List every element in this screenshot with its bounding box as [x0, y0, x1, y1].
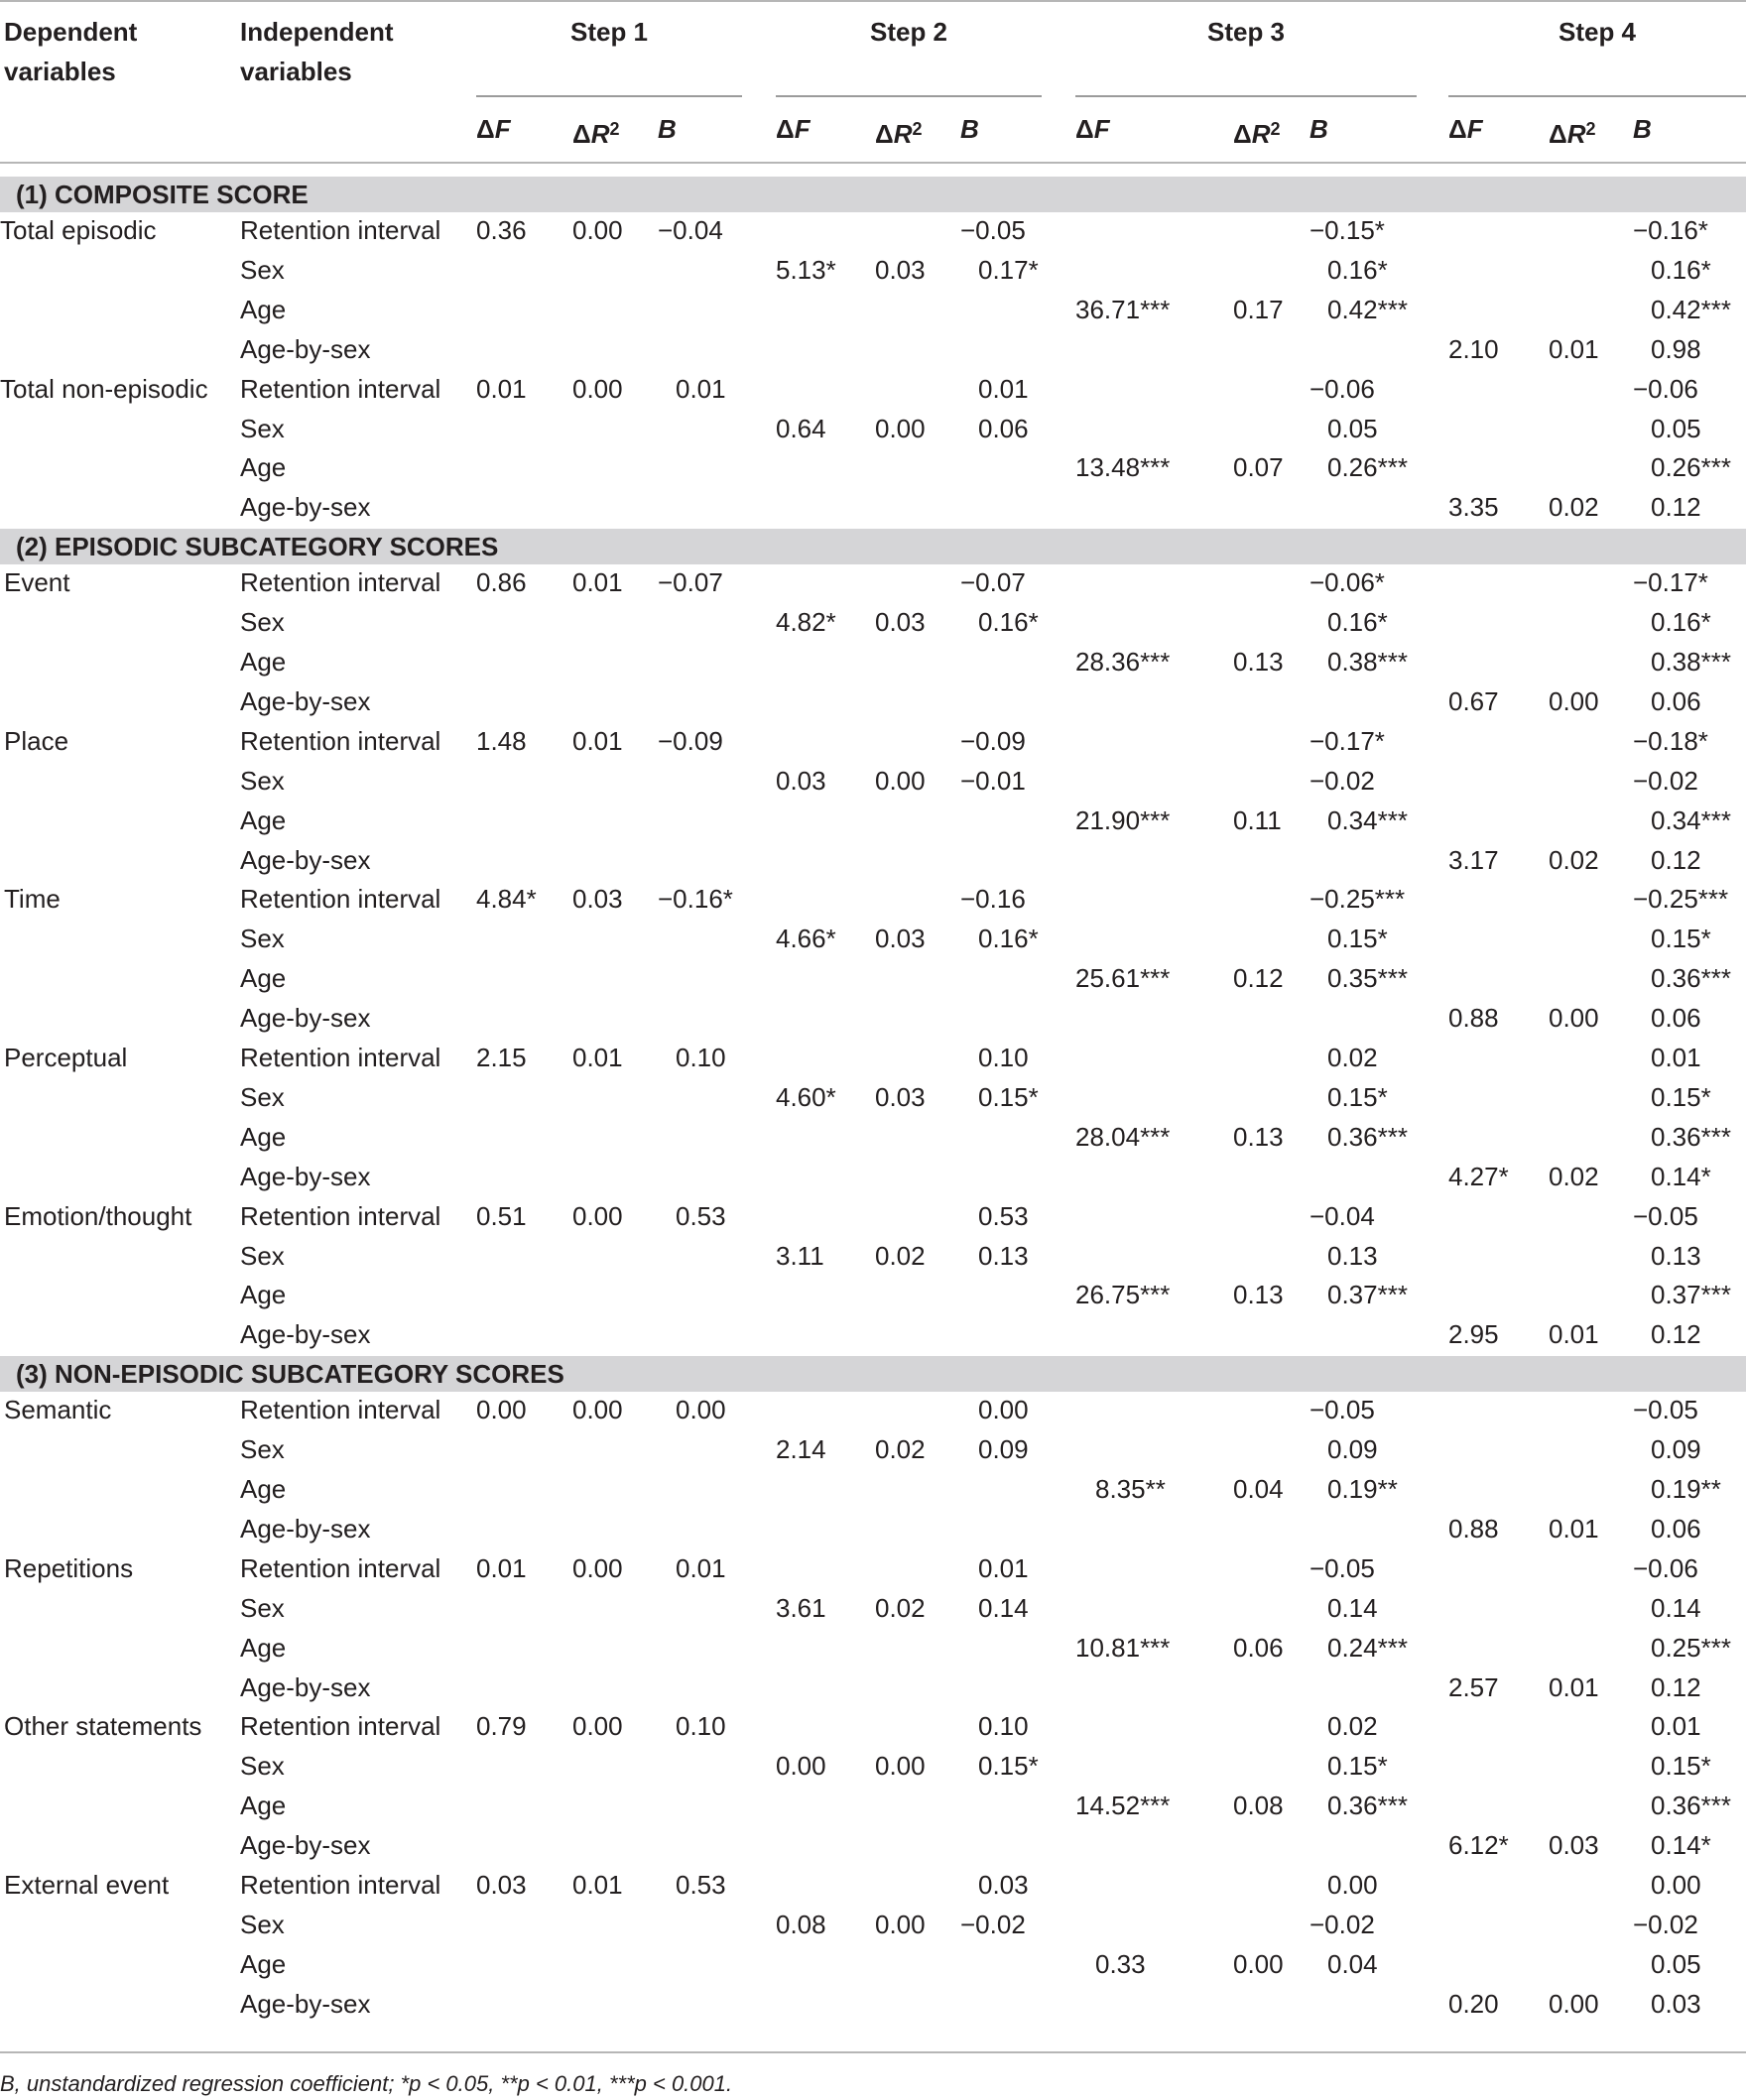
table-cell: 0.26*** [1651, 452, 1731, 483]
table-cell: 0.01 [572, 1043, 623, 1072]
table-cell: 0.00 [1651, 1870, 1701, 1900]
table-cell: 0.01 [978, 1552, 1029, 1583]
step-header-4: Step 4 [1558, 17, 1637, 47]
dependent-variable: Total non-episodic [0, 373, 208, 404]
table-cell: 0.00 [875, 413, 926, 443]
table-cell: 0.88 [1448, 1513, 1499, 1544]
table-cell: 0.01 [676, 1552, 726, 1583]
table-cell: 0.12 [1233, 963, 1284, 994]
table-cell: 0.16* [1327, 254, 1388, 285]
table-cell: 0.08 [1233, 1791, 1284, 1821]
table-cell: 0.14* [1651, 1830, 1711, 1861]
bottom-rule [0, 2051, 1746, 2053]
table-cell: 0.04 [1327, 1948, 1378, 1979]
table-cell: 0.12 [1651, 1671, 1701, 1702]
table-cell: 0.15* [1327, 1751, 1388, 1782]
dependent-variable: Time [4, 884, 61, 915]
table-cell: 0.33 [1095, 1948, 1146, 1979]
table-cell: −0.16* [658, 884, 733, 915]
table-cell: 3.17 [1448, 844, 1499, 875]
subheader-delta-f-step1: ΔF [476, 114, 511, 144]
table-cell: 0.02 [875, 1434, 926, 1465]
table-cell: 0.02 [875, 1592, 926, 1623]
table-cell: 0.26*** [1327, 452, 1408, 483]
table-cell: 0.01 [572, 567, 623, 598]
table-cell: 0.10 [978, 1043, 1029, 1072]
independent-variable: Age-by-sex [240, 492, 371, 523]
table-cell: 0.34*** [1651, 804, 1731, 835]
step-underline-2 [776, 95, 1042, 97]
table-cell: 5.13* [776, 254, 836, 285]
table-cell: 0.03 [978, 1870, 1029, 1900]
table-cell: 0.02 [1549, 492, 1599, 523]
dependent-variable: Other statements [4, 1711, 202, 1742]
table-cell: 14.52*** [1075, 1791, 1171, 1821]
table-cell: 0.36*** [1651, 1121, 1731, 1152]
table-cell: 0.09 [1651, 1434, 1701, 1465]
dependent-variable: Perceptual [4, 1043, 128, 1072]
table-cell: 0.10 [676, 1043, 726, 1072]
independent-variable: Age-by-sex [240, 1988, 371, 2019]
table-cell: 0.12 [1651, 492, 1701, 523]
step-header-1: Step 1 [569, 17, 649, 47]
table-cell: 0.00 [572, 1395, 623, 1425]
step-underline-1 [476, 95, 742, 97]
table-cell: −0.05 [1310, 1552, 1375, 1583]
independent-variable: Age-by-sex [240, 333, 371, 364]
table-cell: 0.02 [875, 1240, 926, 1271]
table-cell: 2.10 [1448, 333, 1499, 364]
top-rule [0, 0, 1746, 2]
table-cell: 4.60* [776, 1081, 836, 1112]
table-cell: 2.15 [476, 1043, 527, 1072]
table-cell: 25.61*** [1075, 963, 1171, 994]
table-cell: −0.05 [1633, 1200, 1698, 1231]
independent-variable: Sex [240, 1434, 285, 1465]
independent-variable: Retention interval [240, 884, 441, 915]
table-cell: 4.66* [776, 924, 836, 954]
table-cell: −0.06 [1310, 373, 1375, 404]
independent-variable: Age [240, 804, 287, 835]
table-cell: 0.10 [676, 1711, 726, 1742]
independent-variable: Age-by-sex [240, 1003, 371, 1034]
table-cell: −0.02 [1310, 1909, 1375, 1939]
table-cell: 4.84* [476, 884, 537, 915]
dependent-variable: Total episodic [0, 215, 157, 245]
table-cell: 0.07 [1233, 452, 1284, 483]
table-cell: 0.19** [1327, 1474, 1398, 1504]
section-header: (2) EPISODIC SUBCATEGORY SCORES [0, 529, 1746, 564]
subheader-b-coef-step4: B [1633, 114, 1652, 144]
table-cell: 0.00 [476, 1395, 527, 1425]
table-cell: 0.03 [476, 1870, 527, 1900]
table-cell: 0.25*** [1651, 1632, 1731, 1663]
table-cell: −0.17* [1310, 725, 1385, 756]
independent-variable: Age [240, 1121, 287, 1152]
table-cell: 4.82* [776, 607, 836, 638]
dependent-variable: Place [4, 725, 69, 756]
table-cell: 0.10 [978, 1711, 1029, 1742]
table-cell: 0.00 [1549, 1003, 1599, 1034]
subheader-delta-r2-step4: $\Delta R^2$ [1549, 119, 1596, 149]
header-rule [0, 162, 1746, 164]
table-cell: 0.15* [978, 1751, 1039, 1782]
step-header-3: Step 3 [1206, 17, 1286, 47]
table-cell: 0.01 [978, 373, 1029, 404]
table-cell: 0.42*** [1327, 294, 1408, 324]
table-cell: 0.03 [776, 765, 826, 796]
table-cell: 0.88 [1448, 1003, 1499, 1034]
table-cell: −0.04 [658, 215, 723, 245]
table-cell: 0.13 [1327, 1240, 1378, 1271]
table-cell: 0.16* [1327, 607, 1388, 638]
independent-variable: Age [240, 452, 287, 483]
table-cell: 28.36*** [1075, 647, 1171, 677]
table-cell: 0.17 [1233, 294, 1284, 324]
independent-variable: Retention interval [240, 1711, 441, 1742]
table-cell: 0.01 [476, 1552, 527, 1583]
independent-variable: Sex [240, 413, 285, 443]
table-cell: 0.01 [572, 725, 623, 756]
table-cell: 0.53 [978, 1200, 1029, 1231]
table-cell: 0.67 [1448, 685, 1499, 716]
table-cell: 0.16* [978, 607, 1039, 638]
table-cell: 0.16* [978, 924, 1039, 954]
independent-variable: Age [240, 294, 287, 324]
independent-variable: Sex [240, 1081, 285, 1112]
table-cell: 0.01 [1549, 1319, 1599, 1350]
independent-variable: Retention interval [240, 215, 441, 245]
table-cell: −0.16* [1633, 215, 1708, 245]
table-cell: 0.53 [676, 1870, 726, 1900]
table-cell: −0.15* [1310, 215, 1385, 245]
subheader-delta-r2-step3: $\Delta R^2$ [1233, 119, 1281, 149]
table-cell: 0.00 [776, 1751, 826, 1782]
table-cell: 0.03 [875, 1081, 926, 1112]
section-header: (3) NON-EPISODIC SUBCATEGORY SCORES [0, 1356, 1746, 1392]
table-cell: 0.00 [572, 215, 623, 245]
table-cell: 0.15* [1651, 1081, 1711, 1112]
table-cell: 0.98 [1651, 333, 1701, 364]
independent-variable: Sex [240, 1240, 285, 1271]
header-independent: Independent variables [240, 17, 394, 86]
table-cell: 0.36*** [1651, 1791, 1731, 1821]
table-cell: 2.95 [1448, 1319, 1499, 1350]
table-cell: 0.19** [1651, 1474, 1721, 1504]
independent-variable: Age-by-sex [240, 1513, 371, 1544]
subheader-delta-r2-step1: $\Delta R^2$ [572, 119, 620, 149]
table-cell: −0.25*** [1310, 884, 1406, 915]
independent-variable: Age-by-sex [240, 1161, 371, 1191]
table-cell: 0.02 [1549, 1161, 1599, 1191]
table-cell: 0.00 [572, 1200, 623, 1231]
table-cell: 0.03 [1549, 1830, 1599, 1861]
table-cell: −0.06* [1310, 567, 1385, 598]
table-cell: −0.02 [960, 1909, 1026, 1939]
table-cell: 0.15* [1651, 924, 1711, 954]
table-cell: 0.00 [572, 1552, 623, 1583]
subheader-delta-f-step4: ΔF [1448, 114, 1483, 144]
independent-variable: Age [240, 1632, 287, 1663]
table-cell: 0.37*** [1327, 1280, 1408, 1310]
independent-variable: Sex [240, 924, 285, 954]
table-cell: 0.01 [1549, 1671, 1599, 1702]
table-cell: −0.07 [658, 567, 723, 598]
independent-variable: Age [240, 1474, 287, 1504]
dependent-variable: Semantic [4, 1395, 112, 1425]
table-cell: 0.01 [572, 1870, 623, 1900]
footnote: B, unstandardized regression coefficient; *p < 0.05, **p < 0.01, ***p < 0.001. [0, 2071, 733, 2096]
table-cell: 0.13 [1233, 647, 1284, 677]
section-header: (1) COMPOSITE SCORE [0, 177, 1746, 212]
table-cell: 0.09 [978, 1434, 1029, 1465]
table-cell: 0.12 [1651, 844, 1701, 875]
table-cell: 0.11 [1233, 804, 1282, 835]
dependent-variable: Emotion/thought [4, 1200, 192, 1231]
independent-variable: Sex [240, 607, 285, 638]
table-cell: 3.35 [1448, 492, 1499, 523]
table-cell: 0.03 [875, 924, 926, 954]
independent-variable: Age [240, 647, 287, 677]
table-cell: 0.00 [572, 1711, 623, 1742]
table-cell: −0.09 [960, 725, 1026, 756]
table-cell: −0.01 [960, 765, 1026, 796]
table-cell: −0.16 [960, 884, 1026, 915]
independent-variable: Sex [240, 765, 285, 796]
table-cell: 0.53 [676, 1200, 726, 1231]
independent-variable: Age-by-sex [240, 1830, 371, 1861]
table-cell: 0.15* [1327, 924, 1388, 954]
table-cell: −0.09 [658, 725, 723, 756]
table-cell: 6.12* [1448, 1830, 1509, 1861]
independent-variable: Sex [240, 1909, 285, 1939]
table-cell: 0.01 [1651, 1711, 1701, 1742]
table-cell: 0.09 [1327, 1434, 1378, 1465]
table-cell: 0.00 [1549, 1988, 1599, 2019]
table-cell: 0.06 [978, 413, 1029, 443]
independent-variable: Age [240, 1948, 287, 1979]
dependent-variable: External event [4, 1870, 170, 1900]
table-cell: −0.02 [1633, 1909, 1698, 1939]
independent-variable: Retention interval [240, 1200, 441, 1231]
table-cell: 0.03 [875, 607, 926, 638]
table-cell: 0.64 [776, 413, 826, 443]
table-cell: 0.36 [476, 215, 527, 245]
table-cell: 0.36*** [1327, 1791, 1408, 1821]
table-cell: 0.02 [1327, 1043, 1378, 1072]
table-cell: 4.27* [1448, 1161, 1509, 1191]
table-cell: 0.16* [1651, 607, 1711, 638]
table-cell: 0.00 [875, 765, 926, 796]
table-cell: 0.03 [1651, 1988, 1701, 2019]
independent-variable: Sex [240, 1751, 285, 1782]
independent-variable: Retention interval [240, 725, 441, 756]
table-cell: 0.06 [1651, 1513, 1701, 1544]
table-cell: −0.07 [960, 567, 1026, 598]
table-cell: 0.36*** [1327, 1121, 1408, 1152]
table-cell: 0.00 [1233, 1948, 1284, 1979]
table-cell: −0.02 [1633, 765, 1698, 796]
table-cell: 0.00 [875, 1909, 926, 1939]
table-cell: 0.15* [1651, 1751, 1711, 1782]
table-cell: 0.38*** [1651, 647, 1731, 677]
table-cell: 0.05 [1651, 413, 1701, 443]
table-cell: 0.04 [1233, 1474, 1284, 1504]
table-cell: 10.81*** [1075, 1632, 1171, 1663]
independent-variable: Retention interval [240, 1043, 441, 1072]
table-cell: 0.24*** [1327, 1632, 1408, 1663]
table-cell: 0.34*** [1327, 804, 1408, 835]
independent-variable: Retention interval [240, 1552, 441, 1583]
independent-variable: Age [240, 963, 287, 994]
independent-variable: Age-by-sex [240, 1319, 371, 1350]
table-cell: 0.13 [1233, 1280, 1284, 1310]
table-cell: 36.71*** [1075, 294, 1171, 324]
dependent-variable: Repetitions [4, 1552, 134, 1583]
independent-variable: Age [240, 1280, 287, 1310]
independent-variable: Retention interval [240, 373, 441, 404]
table-cell: 0.01 [1549, 333, 1599, 364]
table-cell: 0.06 [1651, 685, 1701, 716]
table-cell: 0.02 [1549, 844, 1599, 875]
independent-variable: Sex [240, 1592, 285, 1623]
table-cell: 0.01 [1651, 1043, 1701, 1072]
independent-variable: Age [240, 1791, 287, 1821]
table-cell: −0.05 [1310, 1395, 1375, 1425]
table-cell: 0.15* [1327, 1081, 1388, 1112]
table-cell: −0.02 [1310, 765, 1375, 796]
independent-variable: Retention interval [240, 567, 441, 598]
table-cell: 0.00 [978, 1395, 1029, 1425]
table-cell: 0.01 [476, 373, 527, 404]
subheader-b-coef-step3: B [1310, 114, 1328, 144]
table-cell: 0.42*** [1651, 294, 1731, 324]
table-cell: 0.00 [1549, 685, 1599, 716]
table-cell: −0.17* [1633, 567, 1708, 598]
table-cell: 0.05 [1327, 413, 1378, 443]
table-cell: 0.20 [1448, 1988, 1499, 2019]
table-cell: 0.06 [1233, 1632, 1284, 1663]
table-cell: 0.14 [978, 1592, 1029, 1623]
table-cell: 0.01 [1549, 1513, 1599, 1544]
independent-variable: Retention interval [240, 1870, 441, 1900]
step-underline-4 [1448, 95, 1746, 97]
table-cell: 0.16* [1651, 254, 1711, 285]
subheader-b-coef-step2: B [960, 114, 979, 144]
table-cell: 0.13 [1233, 1121, 1284, 1152]
subheader-delta-f-step3: ΔF [1075, 114, 1110, 144]
table-cell: 3.61 [776, 1592, 826, 1623]
table-cell: 0.14 [1327, 1592, 1378, 1623]
table-cell: 0.51 [476, 1200, 527, 1231]
table-cell: 8.35** [1095, 1474, 1166, 1504]
independent-variable: Retention interval [240, 1395, 441, 1425]
header-dependent: Dependent variables [4, 17, 138, 86]
table-cell: 0.14 [1651, 1592, 1701, 1623]
table-cell: 0.05 [1651, 1948, 1701, 1979]
table-cell: 0.08 [776, 1909, 826, 1939]
table-cell: 0.79 [476, 1711, 527, 1742]
table-cell: −0.18* [1633, 725, 1708, 756]
independent-variable: Sex [240, 254, 285, 285]
table-cell: 0.36*** [1651, 963, 1731, 994]
step-underline-3 [1075, 95, 1417, 97]
table-cell: 0.35*** [1327, 963, 1408, 994]
table-cell: −0.05 [960, 215, 1026, 245]
table-cell: −0.25*** [1633, 884, 1729, 915]
subheader-b-coef-step1: B [658, 114, 677, 144]
table-cell: 0.15* [978, 1081, 1039, 1112]
table-cell: −0.06 [1633, 373, 1698, 404]
table-cell: 21.90*** [1075, 804, 1171, 835]
table-cell: 0.17* [978, 254, 1039, 285]
table-cell: 0.06 [1651, 1003, 1701, 1034]
table-cell: 2.14 [776, 1434, 826, 1465]
subheader-delta-r2-step2: $\Delta R^2$ [875, 119, 923, 149]
table-cell: 0.01 [676, 373, 726, 404]
table-cell: 0.14* [1651, 1161, 1711, 1191]
table-cell: 0.86 [476, 567, 527, 598]
table-cell: 0.37*** [1651, 1280, 1731, 1310]
table-cell: 0.02 [1327, 1711, 1378, 1742]
table-cell: 0.13 [1651, 1240, 1701, 1271]
table-cell: 0.12 [1651, 1319, 1701, 1350]
dependent-variable: Event [4, 567, 70, 598]
table-cell: −0.04 [1310, 1200, 1375, 1231]
table-cell: 13.48*** [1075, 452, 1171, 483]
table-cell: 2.57 [1448, 1671, 1499, 1702]
table-cell: 0.38*** [1327, 647, 1408, 677]
independent-variable: Age-by-sex [240, 685, 371, 716]
table-cell: 28.04*** [1075, 1121, 1171, 1152]
table-cell: 0.00 [676, 1395, 726, 1425]
independent-variable: Age-by-sex [240, 1671, 371, 1702]
table-cell: 0.00 [1327, 1870, 1378, 1900]
table-cell: −0.05 [1633, 1395, 1698, 1425]
table-cell: 0.03 [875, 254, 926, 285]
step-header-2: Step 2 [869, 17, 948, 47]
subheader-delta-f-step2: ΔF [776, 114, 811, 144]
table-cell: −0.06 [1633, 1552, 1698, 1583]
independent-variable: Age-by-sex [240, 844, 371, 875]
table-cell: 0.13 [978, 1240, 1029, 1271]
table-cell: 0.03 [572, 884, 623, 915]
table-cell: 0.00 [572, 373, 623, 404]
table-cell: 0.00 [875, 1751, 926, 1782]
table-cell: 1.48 [476, 725, 527, 756]
table-cell: 3.11 [776, 1240, 824, 1271]
table-cell: 26.75*** [1075, 1280, 1171, 1310]
